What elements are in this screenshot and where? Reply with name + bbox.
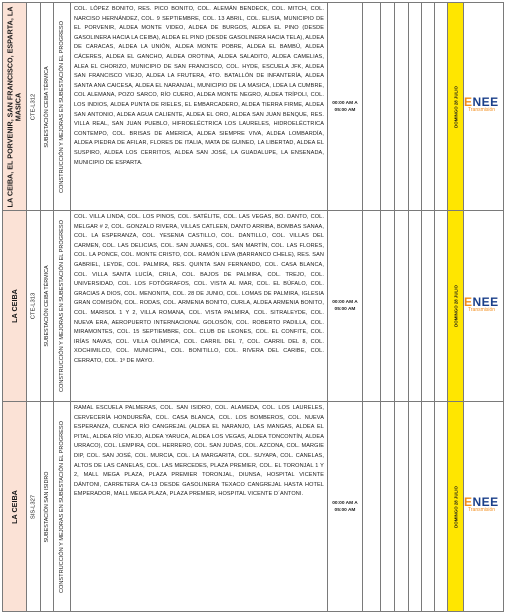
enee-logo [464, 293, 504, 315]
circuit-cell [27, 402, 41, 612]
substation-cell [41, 402, 54, 612]
schedule-row [3, 3, 504, 211]
substation-cell [41, 211, 54, 402]
city-label: LA CEIBA [9, 489, 19, 524]
circuit-cell [27, 211, 41, 402]
enee-logo [464, 493, 504, 515]
substation-cell [41, 3, 54, 211]
city-cell [3, 3, 27, 211]
substation-label: SUBESTACIÓN CEIBA TÉRMICA [43, 65, 50, 148]
schedule-row [3, 211, 504, 402]
empty-cell [381, 3, 395, 211]
empty-cell [381, 211, 395, 402]
empty-cell [395, 211, 409, 402]
substation-label: SUBESTACIÓN CEIBA TÉRMICA [43, 265, 50, 347]
empty-cell [395, 402, 409, 612]
empty-cell [435, 402, 448, 612]
schedule-row [3, 402, 504, 612]
city-cell [3, 211, 27, 402]
areas-cell [71, 211, 328, 402]
circuit-label: CTE-L313 [30, 292, 37, 320]
circuit-label: SIS-L327 [30, 494, 37, 519]
day-cell [448, 211, 464, 402]
work-cell [54, 402, 71, 612]
affected-areas-text: COL. LÓPEZ BONITO, RES. PICO BONITO, COL. ALEMÁN BENDECK, COL. MITCH, COL. NARCISO HERNÁNDEZ, COL. 9 SEPTIEMBRE, COL. 13 ABRIL, COL. ELISIA, MUNICIPIO DE EL PORVENIR, ALDEA MONTE VIDEO, ALDEA DE BURGOS, ALDEA EL PINO (DESDE GASOLINERA HACIA LA CEIBA), ALDEA EL PINO (DESDE GASOLINERA HACIA TELA), ALDEA DE CARACAS, ALDEA LA UNIÓN, ALDEA MONTE POBRE, ALDEA EL BAMBÚ, ALDEA CÁCERES, ALDEA EL GANCHO, ALDEA OROTINA, ALDEA SALADITO, ALDEA CAMELIAS, ALEA EL CHORIZO, MUNICIPIO DE SAN FRANCISCO, COL. HYDE, ESCUELA JFK, ALDEA SAN FRANCISCO VIEJO, ALDEA LA FRUTERA, 4TO. BATALLÓN DE INFANTERÍA, ALDEA SANTA ANA CAICESA, ALDEA EL NARANJAL, MUNICIPIO DE LA MASICA, LDEA LA CUMBRE, COL ALEMANA, POZO SARCO, RÍO CUERO, ALDEA MONTE NEGRO, ALDEA TRÍPOLI, COL. LOS INDIOS, ALDEA PUNTA DE RIELES, EL EMBARCADERO, ALDEA TIERRA FIRME, ALDEA SAN ANTONIO, ALDEA AGUA CALIENTE, ALDEA EL ORO, ALDEA SAN JUAN BENQUE, RES. VILLA REAL, SAN JUAN PUEBLO, HIFROELÉCTRICA LOS LAURELES, HIDROELÉCTRICA CONTEMPO, COL. BRISAS DE AMERICA, ALDEA SIEMPRE VIVA, ALDEA LOMBARDÍA, ALDEA PIEDRA DE AFILAR, FLORES DE ITALIA, MATA DE GUINEO, LA LIBERTAD, ALDEA EL SUSPIRO, ALDEA LOS CERRITOS, ALDEA SAN JOSÉ, LA GUADALUPE, LA ENSENADA, MUNICIPIO DE ESPARTA. [74, 6, 324, 166]
logo-cell [464, 3, 504, 211]
enee-logo-subtitle: Transmisión [468, 107, 496, 113]
time-cell [328, 402, 363, 612]
city-label: LA CEIBA [9, 289, 19, 323]
empty-cell [381, 402, 395, 612]
areas-cell [71, 3, 328, 211]
empty-cell [409, 3, 422, 211]
work-description: CONSTRUCCIÓN Y MEJORAS EN SUBESTACIÓN EL PROGRESO [58, 220, 65, 392]
day-cell [448, 402, 464, 612]
empty-cell [409, 402, 422, 612]
empty-cell [363, 211, 381, 402]
empty-cell [435, 3, 448, 211]
day-label: DOMINGO 28 JULIO [452, 285, 458, 327]
circuit-label: CTE-L312 [30, 93, 37, 120]
day-cell [448, 3, 464, 211]
areas-cell [71, 402, 328, 612]
city-cell [3, 402, 27, 612]
work-cell [54, 3, 71, 211]
work-cell [54, 211, 71, 402]
outage-schedule-table [2, 2, 504, 612]
empty-cell [422, 402, 435, 612]
time-range: 00:00 AM A 05:00 AM [332, 500, 358, 513]
empty-cell [435, 211, 448, 402]
work-description: CONSTRUCCIÓN Y MEJORAS EN SUBESTACIÓN EL PROGRESO [58, 20, 65, 193]
circuit-cell [27, 3, 41, 211]
enee-logo-subtitle: Transmisión [468, 507, 496, 513]
logo-cell [464, 402, 504, 612]
city-label: LA CEIBA, EL PORVENIR, SAN FRANCISCO, ESPARTA, LA MASICA [5, 6, 23, 207]
time-range: 00:00 AM A 05:00 AM [332, 100, 358, 113]
affected-areas-text: RAMAL ESCUELA PALMERAS, COL. SAN ISIDRO, COL. ALAMEDA, COL. LOS LAURELES, CERVECERÍA HONDUREÑA, COL. CASA BLANCA, COL. LOS BOMBEROS, COL. NUEVA ESPERANZA, CUENCA RÍO CANGREJAL (ALDEA EL NARANJO, LAS MANGAS, ALDEA EL PITAL, ALDEA RÍO VIEJO, ALDEA YARUCA, ALDEA LOS VEGAS, ALDEA TONCONTÍN, ALDEA URRACO), COL. LEMPIRA, COL. HERRERO, COL. SAN JUDAS, COL. AZCONA, COL. MARGIE DIP, COL. SAN JOSÉ, COL. MURCIA, COL. LA MARGARITA, COL. SUYAPA, COL. CANELAS, ALTOS DE LAS CANELAS, COL. LAS MERCEDES, PLAZA PREMIER, COL. EL TORONJAL 1 Y 2, MALL MEGA PLAZA, PLAZA PREMIER TORONJAL, DIUNSA, HOSPITAL VICENTE DÁNTONI, CARRETERA CA-13 DESDE GASOLINERA TEXACO CANGREJAL HASTA HOTEL EMPERADOR, MALL MEGA PLAZA, PLAZA PREMIER, HOSPITAL VICENTE D´ANTONI. [74, 405, 324, 498]
empty-cell [395, 3, 409, 211]
logo-cell [464, 211, 504, 402]
empty-cell [363, 3, 381, 211]
enee-logo-wordmark: ENEE [464, 294, 499, 309]
empty-cell [422, 3, 435, 211]
time-cell [328, 3, 363, 211]
empty-cell [363, 402, 381, 612]
empty-cell [422, 211, 435, 402]
enee-logo-wordmark: ENEE [464, 95, 499, 109]
time-cell [328, 211, 363, 402]
work-description: CONSTRUCCIÓN Y MEJORAS EN SUBESTACIÓN EL PROGRESO [58, 420, 65, 593]
enee-logo [464, 93, 504, 115]
empty-cell [409, 211, 422, 402]
time-range: 00:00 AM A 05:00 AM [332, 300, 358, 312]
substation-label: SUBESTACIÓN SAN ISIDRO [43, 471, 50, 542]
day-label: DOMINGO 28 JULIO [452, 485, 458, 528]
enee-logo-wordmark: ENEE [464, 495, 499, 509]
day-label: DOMINGO 28 JULIO [452, 85, 458, 128]
enee-logo-subtitle: Transmisión [468, 306, 496, 313]
affected-areas-text: COL. VILLA LINDA, COL. LOS PINOS, COL. SATÉLITE, COL. LAS VEGAS, BO. DANTO, COL. MELGAR # 2, COL. GONZALO RIVERA, VILLAS CATLEEN, DANTO ARRIBA, BOMBAS SANAA, COL. LA ESPERANZA, COL. YESENIA CASTILLO, COL. DANTILLO, COL. VILLAS DEL CARMEN, COL. LAS DELICIAS, COL. SAN JUANES, COL. SAN MARTÍN, COL. LAS FLORES, COL. LA PONCE, COL. MONTE CRISTO, COL. RAMÓN LEVA (BARRANCO CHELE), RES. SAN GABRIEL, LEYDE, COL. PALMIRA, RES. QUINTA SAN FERNANDO, COL. CASA BLANCA, COL. VILLA SANTA LUCÍA, CRILA, COL. BAJOS DE PALMIRA, COL. TREJO, COL. UNIVERSIDAD, COL. LOS FOTÓGRAFOS, COL. VISTA AL MAR, COL. EL BÚFALO, COL. GRACIAS A DIOS, COL. MENONITA, COL. 28 DE JUNIO, COL. LOMAS DE PALMIRA, IGLESIA GRAN COMISIÓN, COL. RODAS, COL. ARMENIA BONITO, CURLA, ALDEA ARMENIA BONITO, COL. MARISOL 1 Y 2, VILLA ROMANA, COL. VISTA PALMIRA, COL. SITRALEYDE, COL. NUEVA ERA, AEROPUERTO INTERNACIONAL GOLOSÓN, COL. ROBERTO PADILLA, COL. MIRAMONTES, COL. 15 SEPTIEMBRE, COL. CLUB DE LEONES, COL. EL CONFITE, COL. IRÍAS NAVAS, COL. VILLA OLÍMPICA, COL. CARRIL DEL 7, COL. CARRIL DEL 8, COL. XOCHIMILCO, COL. MUNICIPAL, COL. BONITILLO, COL. RIVERA DEL CARIBE, COL. CERRATO, COL. 1º DE MAYO. [74, 214, 324, 364]
